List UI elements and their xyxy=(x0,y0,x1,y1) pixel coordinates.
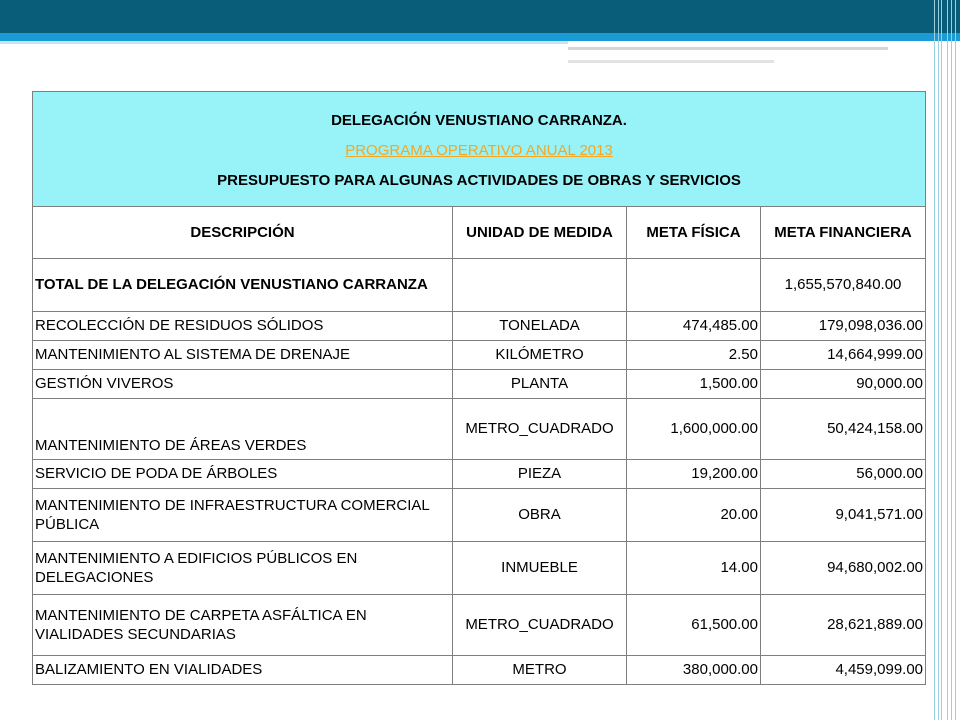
row-descripcion: GESTIÓN VIVEROS xyxy=(33,370,453,399)
row-descripcion: MANTENIMIENTO DE ÁREAS VERDES xyxy=(33,399,453,460)
row-meta-fisica: 14.00 xyxy=(627,542,761,595)
total-unidad xyxy=(453,259,627,312)
row-unidad: METRO_CUADRADO xyxy=(453,595,627,656)
row-meta-fisica: 380,000.00 xyxy=(627,656,761,685)
program-link[interactable]: PROGRAMA OPERATIVO ANUAL 2013 xyxy=(345,142,613,159)
row-unidad: METRO_CUADRADO xyxy=(453,399,627,460)
decorative-vertical-lines xyxy=(928,0,960,720)
row-meta-fisica: 20.00 xyxy=(627,489,761,542)
slide-header-accent xyxy=(0,33,960,41)
table-title-cell xyxy=(33,92,926,207)
total-financiera: 1,655,570,840.00 xyxy=(761,259,926,312)
column-header-meta-fisica: META FÍSICA xyxy=(627,207,761,259)
row-unidad: PLANTA xyxy=(453,370,627,399)
row-meta-financiera: 179,098,036.00 xyxy=(761,312,926,341)
row-unidad: INMUEBLE xyxy=(453,542,627,595)
row-meta-financiera: 94,680,002.00 xyxy=(761,542,926,595)
row-meta-financiera: 90,000.00 xyxy=(761,370,926,399)
table-row xyxy=(33,341,926,370)
table-row xyxy=(33,542,926,595)
row-unidad: KILÓMETRO xyxy=(453,341,627,370)
total-row xyxy=(33,259,926,312)
column-header-descripcion: DESCRIPCIÓN xyxy=(33,207,453,259)
row-descripcion: BALIZAMIENTO EN VIALIDADES xyxy=(33,656,453,685)
column-header-unidad: UNIDAD DE MEDIDA xyxy=(453,207,627,259)
row-meta-fisica: 61,500.00 xyxy=(627,595,761,656)
row-meta-financiera: 50,424,158.00 xyxy=(761,399,926,460)
budget-table xyxy=(32,91,926,685)
row-unidad: METRO xyxy=(453,656,627,685)
table-row xyxy=(33,312,926,341)
decorative-line xyxy=(568,60,774,63)
row-descripcion: MANTENIMIENTO DE CARPETA ASFÁLTICA EN VIALIDADES SECUNDARIAS xyxy=(33,595,453,656)
total-fisica xyxy=(627,259,761,312)
budget-subtitle: PRESUPUESTO PARA ALGUNAS ACTIVIDADES DE OBRAS Y SERVICIOS xyxy=(217,172,741,189)
row-descripcion: MANTENIMIENTO A EDIFICIOS PÚBLICOS EN DELEGACIONES xyxy=(33,542,453,595)
delegation-title: DELEGACIÓN VENUSTIANO CARRANZA. xyxy=(331,112,627,129)
row-descripcion: RECOLECCIÓN DE RESIDUOS SÓLIDOS xyxy=(33,312,453,341)
total-label: TOTAL DE LA DELEGACIÓN VENUSTIANO CARRANZA xyxy=(33,259,453,312)
row-meta-fisica: 1,600,000.00 xyxy=(627,399,761,460)
table-title-row xyxy=(33,92,926,207)
row-meta-financiera: 14,664,999.00 xyxy=(761,341,926,370)
row-unidad: PIEZA xyxy=(453,460,627,489)
table-row xyxy=(33,460,926,489)
slide-header-bar xyxy=(0,0,960,33)
row-descripcion: MANTENIMIENTO DE INFRAESTRUCTURA COMERCIAL PÚBLICA xyxy=(33,489,453,542)
row-meta-financiera: 56,000.00 xyxy=(761,460,926,489)
decorative-line xyxy=(0,41,568,44)
column-header-meta-financiera: META FINANCIERA xyxy=(761,207,926,259)
table-row xyxy=(33,489,926,542)
row-meta-financiera: 9,041,571.00 xyxy=(761,489,926,542)
row-meta-fisica: 19,200.00 xyxy=(627,460,761,489)
row-unidad: TONELADA xyxy=(453,312,627,341)
row-meta-fisica: 1,500.00 xyxy=(627,370,761,399)
table-row xyxy=(33,656,926,685)
table-row xyxy=(33,595,926,656)
table-row xyxy=(33,370,926,399)
row-descripcion: MANTENIMIENTO AL SISTEMA DE DRENAJE xyxy=(33,341,453,370)
decorative-line xyxy=(568,47,888,50)
row-unidad: OBRA xyxy=(453,489,627,542)
row-meta-fisica: 474,485.00 xyxy=(627,312,761,341)
column-header-row xyxy=(33,207,926,259)
row-meta-financiera: 4,459,099.00 xyxy=(761,656,926,685)
table-row xyxy=(33,399,926,460)
row-meta-financiera: 28,621,889.00 xyxy=(761,595,926,656)
row-meta-fisica: 2.50 xyxy=(627,341,761,370)
row-descripcion: SERVICIO DE PODA DE ÁRBOLES xyxy=(33,460,453,489)
